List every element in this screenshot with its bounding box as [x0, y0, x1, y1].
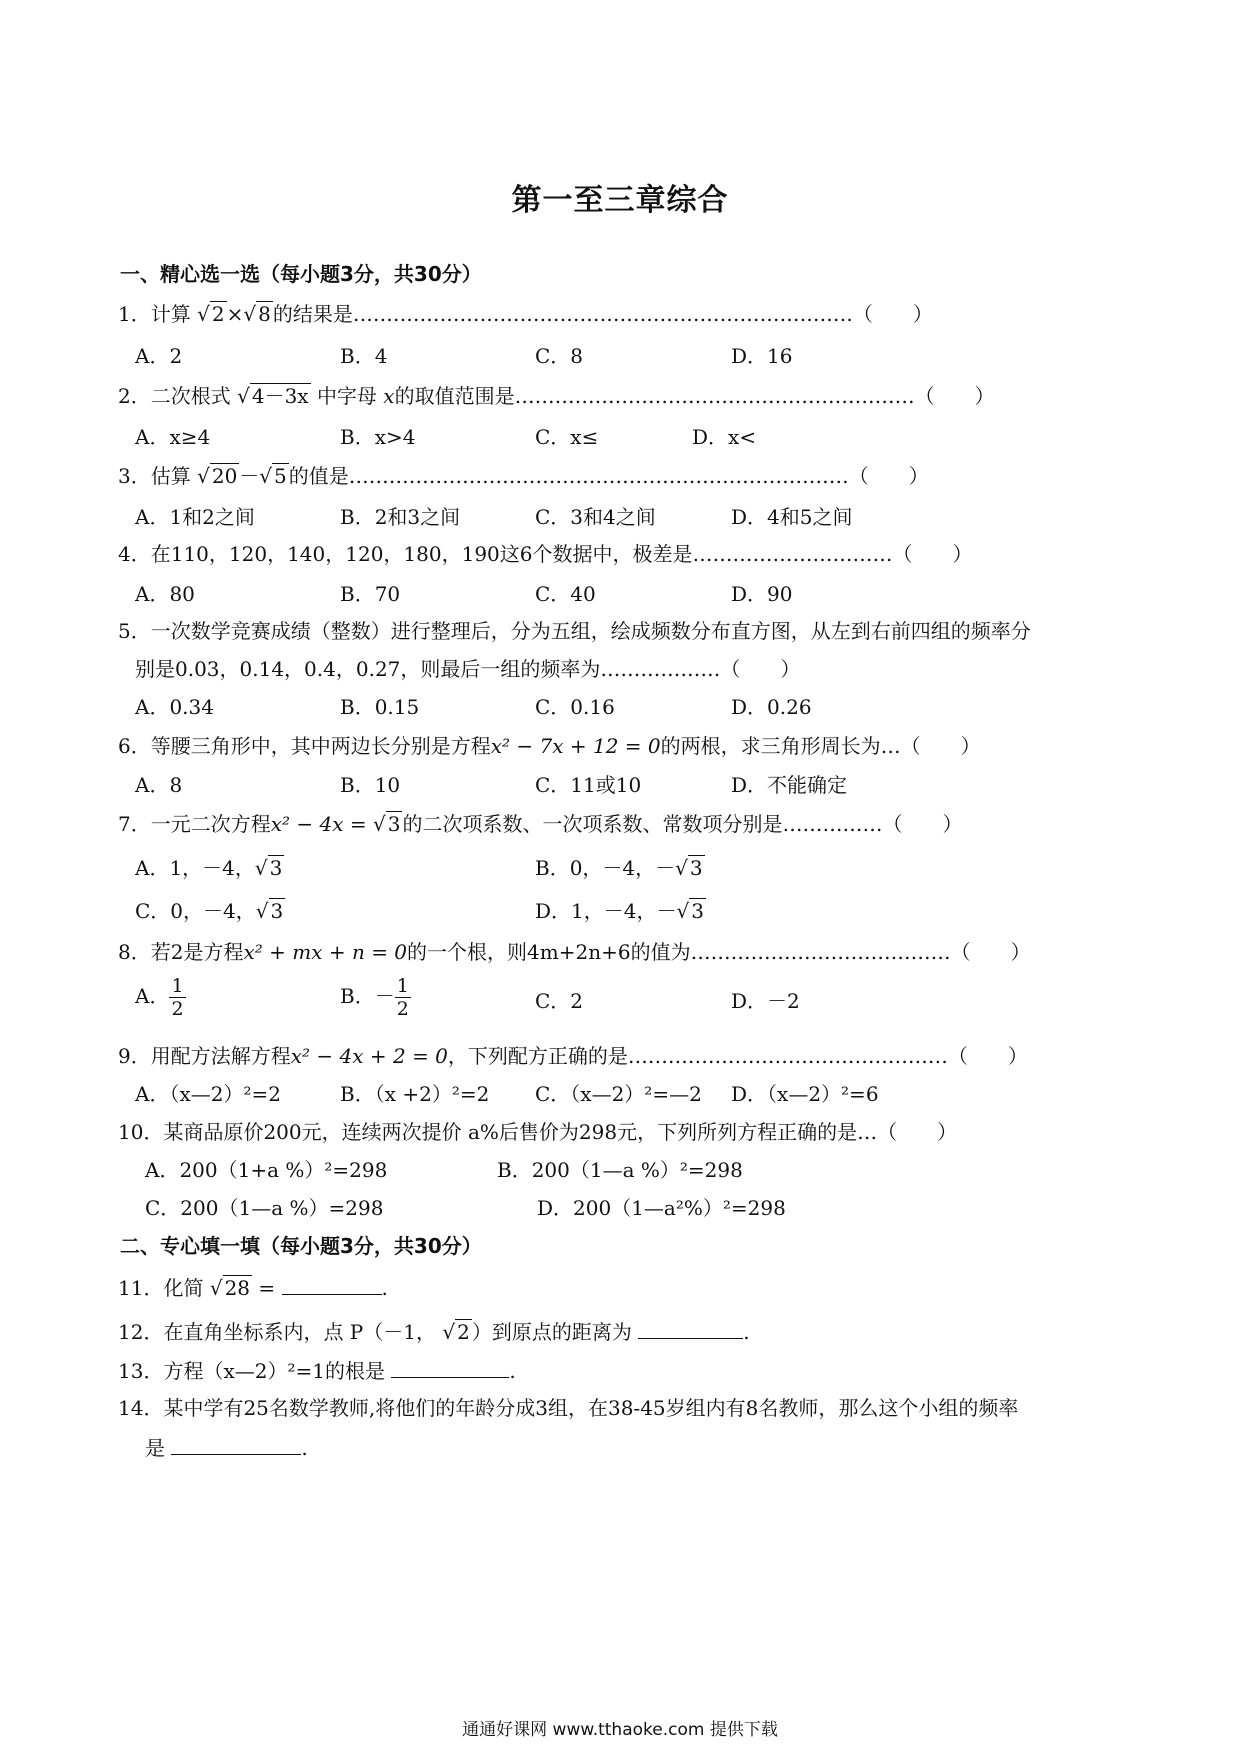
question-number: 13．: [118, 1359, 164, 1383]
question-text: 若2是方程: [150, 940, 244, 964]
sqrt-expression: √ 8: [243, 302, 271, 326]
question-13: [118, 1355, 516, 1384]
option-d: D．0.26: [731, 695, 812, 719]
question-number: 10．: [118, 1120, 164, 1144]
option-b: B．－ $\frac{1}{2}$: [340, 975, 409, 1020]
question-text: 的一个根，则4m+2n+6的值为…………………………………（ ）: [407, 940, 1031, 964]
option-d: D．不能确定: [731, 773, 848, 797]
option-c: C．3和4之间: [535, 505, 656, 529]
option-c: C．2: [535, 989, 584, 1013]
question-text: 一次数学竞赛成绩（整数）进行整理后，分为五组，绘成频数分布直方图，从左到右前四组的频率分: [150, 619, 1031, 643]
sqrt-expression: √ 2: [197, 302, 225, 326]
option-b: B．0.15: [340, 695, 420, 719]
question-number: 9．: [118, 1044, 151, 1068]
option-d: D．16: [731, 344, 793, 368]
section-two-heading: 二、专心填一填（每小题3分，共30分）: [120, 1234, 482, 1258]
question-4: [118, 538, 973, 567]
question-text: 是: [145, 1436, 165, 1460]
option-b: B．70: [340, 582, 401, 606]
question-text: 的两根，求三角形周长为…（ ）: [660, 734, 981, 758]
fraction: $\frac{1}{2}$: [171, 975, 184, 1020]
question-text: 的二次项系数、一次项系数、常数项分别是……………（ ）: [402, 812, 963, 836]
question-number: 5．: [118, 619, 151, 643]
minus-sign: －: [239, 464, 260, 488]
option-a: A．200（1+a %）²=298: [145, 1158, 388, 1182]
question-text: 的取值范围是……………………………………………………（ ）: [394, 384, 995, 408]
question-text: 某商品原价200元，连续两次提价 a%后售价为298元，下列所列方程正确的是…（ ）: [163, 1120, 958, 1144]
question-number: 1．: [118, 302, 151, 326]
option-d: D．（x—2）²=6: [731, 1082, 879, 1106]
option-a: A．（x—2）²=2: [135, 1082, 281, 1106]
question-10: [118, 1116, 957, 1145]
option-a: A．x≥4: [135, 425, 211, 449]
option-c: C．x≤: [535, 425, 599, 449]
question-text: 方程（x—2）²=1的根是: [163, 1359, 385, 1383]
answer-blank[interactable]: [638, 1320, 743, 1339]
option-a: A．0.34: [135, 695, 214, 719]
question-7: [118, 808, 962, 837]
question-12: [118, 1316, 750, 1345]
equation: x² − 7x + 12 = 0: [490, 734, 661, 758]
question-text: ，下列配方正确的是…………………………………………（ ）: [447, 1044, 1028, 1068]
option-c: C．11或10: [535, 773, 642, 797]
question-number: 2．: [118, 384, 151, 408]
period: .: [301, 1436, 308, 1460]
question-5-continued: [135, 653, 800, 682]
period: .: [381, 1276, 388, 1300]
option-c: C．（x—2）²=—2: [535, 1082, 702, 1106]
option-b: B．200（1—a %）²=298: [497, 1158, 743, 1182]
option-c: C．0.16: [535, 695, 615, 719]
question-text: 的结果是…………………………………………………………………（ ）: [272, 302, 933, 326]
answer-blank[interactable]: [171, 1436, 301, 1455]
sqrt-expression: √ 4－3x: [237, 384, 309, 408]
option-b: B．0，－4，－√ 3: [535, 856, 703, 880]
option-c: C．0，－4，√ 3: [135, 899, 284, 923]
question-2: [118, 380, 995, 409]
fraction: $\frac{1}{2}$: [396, 975, 409, 1020]
equation: x² − 4x + 2 = 0: [290, 1044, 448, 1068]
question-1: [118, 298, 933, 327]
option-b: B．x>4: [340, 425, 416, 449]
question-number: 6．: [118, 734, 151, 758]
question-text: 的值是…………………………………………………………………（ ）: [288, 464, 929, 488]
question-5: [118, 615, 1031, 644]
question-9: [118, 1040, 1028, 1069]
equals-sign: =: [258, 1276, 276, 1300]
question-text: 用配方法解方程: [150, 1044, 291, 1068]
option-b: B．2和3之间: [340, 505, 461, 529]
option-c: C．8: [535, 344, 584, 368]
period: .: [743, 1320, 750, 1344]
question-text: 估算: [150, 464, 191, 488]
period: .: [509, 1359, 516, 1383]
question-8: [118, 936, 1031, 965]
option-d: D．1，－4，－√ 3: [535, 899, 704, 923]
option-a: A． $\frac{1}{2}$: [135, 975, 184, 1020]
question-text: 计算: [150, 302, 191, 326]
sqrt-expression: √ 5: [259, 464, 287, 488]
question-3: [118, 460, 929, 489]
section-one-heading: 一、精心选一选（每小题3分，共30分）: [120, 262, 482, 286]
question-11: [118, 1272, 388, 1301]
question-text: 某中学有25名数学教师,将他们的年龄分成3组，在38-45岁组内有8名教师，那么这个小组的频率: [163, 1396, 1019, 1420]
question-text: 等腰三角形中，其中两边长分别是方程: [150, 734, 491, 758]
sqrt-expression: √ 20: [197, 464, 238, 488]
option-c: C．200（1—a %）=298: [145, 1196, 384, 1220]
question-number: 3．: [118, 464, 151, 488]
times-sign: ×: [226, 302, 244, 326]
question-text: 别是0.03，0.14，0.4，0.27，则最后一组的频率为………………（ ）: [135, 657, 801, 681]
page-title: 第一至三章综合: [511, 183, 729, 218]
option-a: A．1和2之间: [135, 505, 255, 529]
question-text: 化简: [163, 1276, 204, 1300]
question-14-continued: [145, 1432, 308, 1461]
option-c: C．40: [535, 582, 596, 606]
option-d: D．x<: [692, 425, 757, 449]
option-b: B．（x +2）²=2: [340, 1082, 490, 1106]
question-number: 4．: [118, 542, 151, 566]
option-b: B．10: [340, 773, 401, 797]
question-text: 中字母: [316, 384, 377, 408]
sqrt-expression: √ 3: [372, 812, 401, 836]
question-number: 12．: [118, 1320, 164, 1344]
option-a: A．2: [135, 344, 183, 368]
option-a: A．8: [135, 773, 183, 797]
equation: x² + mx + n = 0: [243, 940, 408, 964]
footer-credit: 通通好课网 www.tthaoke.com 提供下载: [462, 1720, 778, 1740]
question-6: [118, 730, 981, 759]
variable: x: [383, 384, 395, 408]
question-number: 8．: [118, 940, 151, 964]
question-text: 在直角坐标系内，点 P（－1，: [163, 1320, 436, 1344]
question-text: 一元二次方程: [150, 812, 271, 836]
option-d: D．－2: [731, 989, 800, 1013]
question-text: ）到原点的距离为: [471, 1320, 632, 1344]
sqrt-expression: √ 2: [442, 1320, 470, 1344]
equation: x² − 4x =: [270, 812, 367, 836]
option-d: D．200（1—a²%）²=298: [537, 1196, 786, 1220]
question-number: 7．: [118, 812, 151, 836]
option-d: D．4和5之间: [731, 505, 853, 529]
question-text: 二次根式: [150, 384, 231, 408]
sqrt-expression: √ 28: [209, 1276, 251, 1300]
question-14: [118, 1392, 1018, 1421]
answer-blank[interactable]: [282, 1276, 382, 1295]
option-a: A．80: [135, 582, 195, 606]
option-b: B．4: [340, 344, 388, 368]
answer-blank[interactable]: [391, 1359, 509, 1378]
question-text: 在110，120，140，120，180，190这6个数据中，极差是…………………………（ ）: [150, 542, 973, 566]
question-number: 14．: [118, 1396, 164, 1420]
question-number: 11．: [118, 1276, 164, 1300]
option-d: D．90: [731, 582, 793, 606]
option-a: A．1，－4，√ 3: [135, 856, 283, 880]
